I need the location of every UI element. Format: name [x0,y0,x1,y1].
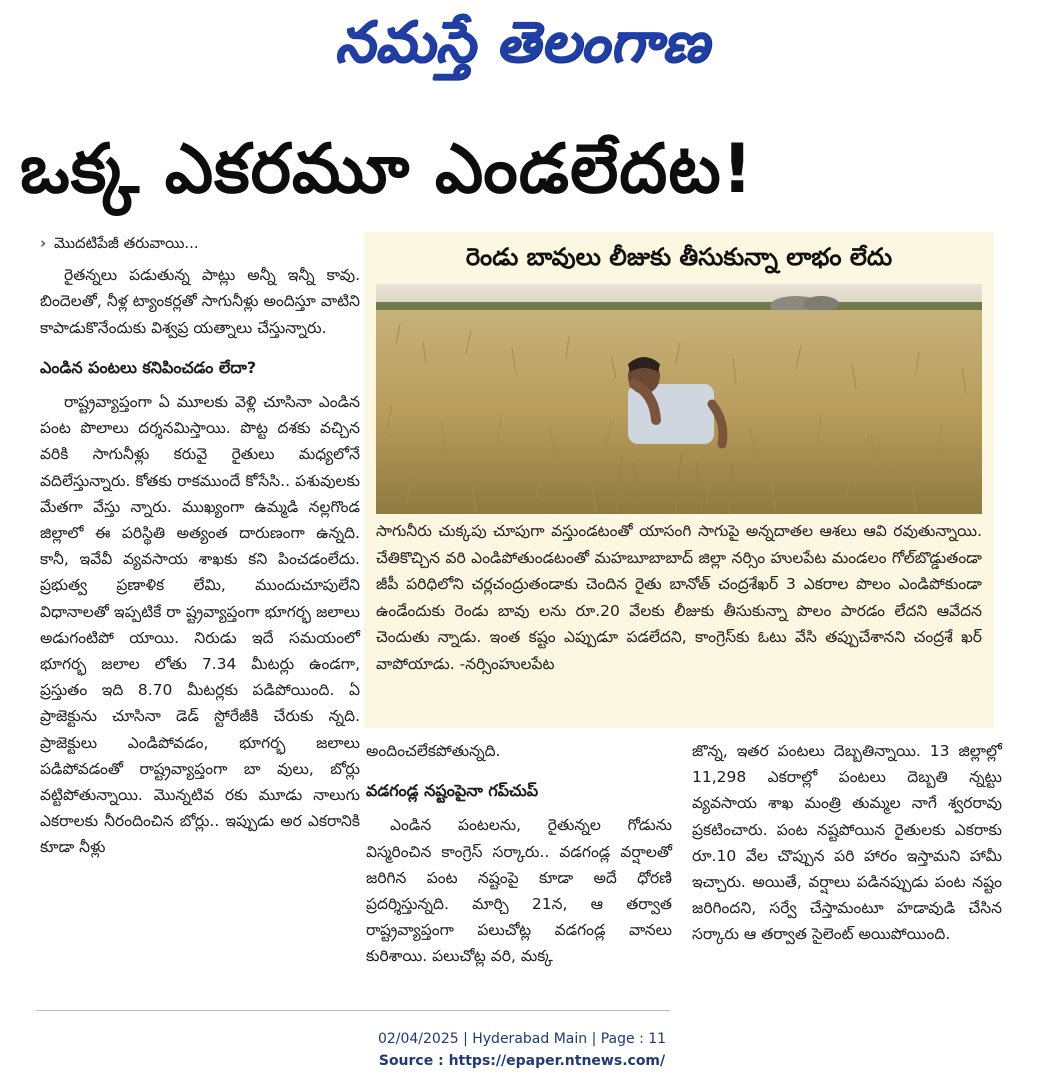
column-middle [366,738,672,970]
subheading-hail-damage: వడగండ్ల నష్టంపైనా గప్‌చుప్ [366,781,539,801]
photo-farmer-in-dry-field [376,284,982,514]
body-paragraph: జొన్న, ఇతర పంటలు దెబ్బతిన్నాయి. 13 జిల్లాల్లో 11,298 ఎకరాల్లో పంటలు దెబ్బతి న్నట్టు వ్యవసాయ శాఖ మంత్రి తుమ్మల నాగే శ్వరరావు ప్రకటించారు. పంట నష్టపోయిన రైతులకు ఎకరాకు రూ.10 వేల చొప్పున పరి హారం ఇస్తామని హామీ ఇచ్చారు. అయితే, వర్షాలు పడినప్పుడు పంట నష్టం జరిగిందని, సర్వే చేస్తామంటూ హడావుడి చేసిన సర్కారు ఆ తర్వాత సైలెంట్ అయిపోయింది. [692,742,1002,944]
footer-divider [36,1010,670,1011]
body-paragraph: రాష్ట్రవ్యాప్తంగా ఏ మూలకు వెళ్లి చూసినా ఎండిన పంట పొలాలు దర్శనమిస్తాయి. పొట్ట దశకు వచ్చిన వరికి సాగునీళ్లు కరువై రైతులు మధ్యలోనే వదిలేస్తున్నారు. కోతకు రాకముందే కోసేసి.. పశువులకు మేతగా వేస్తు న్నారు. ముఖ్యంగా ఉమ్మడి నల్లగొండ జిల్లాలో ఈ పరిస్థితి అత్యంత దారుణంగా ఉన్నది. కానీ, ఇవేవీ వ్యవసాయ శాఖకు కని పించడంలేదు. ప్రభుత్వ ప్రణాళిక లేమి, ముందుచూపులేని విధానాలతో ఇప్పటికే రా ష్ట్రవ్యాప్తంగా భూగర్భ జలాలు అడుగంటిపో యాయి. నిరుడు ఇదే సమయంలో భూగర్భ జలాల లోతు 7.34 మీటర్లు ఉండగా, ప్రస్తుతం ఇది 8.70 మీటర్లకు పడిపోయింది. ఏ ప్రాజెక్టును చూసినా డెడ్ స్టోరేజీకి చేరుకు న్నది. ప్రాజెక్టులు ఎండిపోవడం, భూగర్భ జలాలు పడిపోవడంతో రాష్ట్రవ్యాప్తంగా బా వులు, బోర్లు వట్టిపోతున్నాయి. మొన్నటివ రకు మూడు నాలుగు ఎకరాలకు నీరందించిన బోర్లు.. ఇప్పుడు అర ఎకరానికి కూడా నీళ్లు [40,393,360,857]
column-right [692,738,1002,948]
field-illustration [376,284,982,514]
edition-info: 02/04/2025 | Hyderabad Main | Page : 11 [377,1031,667,1047]
page-footer [0,1028,1044,1072]
intro-paragraph: రైతన్నలు పడుతున్న పాట్లు అన్నీ ఇన్నీ కావు. బిందెలతో, నీళ్ల ట్యాంకర్లతో సాగునీళ్లు అందిస్తూ వాటిని కాపాడుకొనేందుకు విశ్వప్ర యత్నాలు చేస్తున్నారు. [40,266,360,337]
source-link[interactable]: Source : https://epaper.ntnews.com/ [378,1053,666,1069]
photo-caption: సాగునీరు చుక్కపు చూపుగా వస్తుండటంతో యాసంగి సాగుపై అన్నదాతల ఆశలు ఆవి రవుతున్నాయి. చేతికొచ్చిన వరి ఎండిపోతుండటంతో మహబూబాబాద్ జిల్లా నర్సిం హులపేట మండలం గోల్‌బొడ్డుతండా జీపీ పరిధిలోని చర్లచంద్రుతండాకు చెందిన రైతు బానోత్ చంద్రశేఖర్ 3 ఎకరాల పొలం ఎండిపోకుండా ఉండేందుకు రెండు బావు లను రూ.20 వేలకు లీజుకు తీసుకున్నా పొలం పారడం లేదని ఆవేదన చెందుతు న్నాడు. ఇంత కష్టం ఎప్పుడూ పడలేదని, కాంగ్రెస్‌కు ఓటు వేసి తప్పుచేశానని చంద్రశే ఖర్ వాపోయాడు. -నర్సింహులపేట [376,522,982,673]
masthead-logo: నమస్తే తెలంగాణ [334,10,710,75]
column-left [40,230,360,990]
continued-from-label [40,230,360,256]
body-paragraph: ఎండిన పంటలను, రైతున్నల గోడును విస్మరించిన కాంగ్రెస్ సర్కారు.. వడగండ్ల వర్షాలతో జరిగిన పంట నష్టంపై కూడా అదే ధోరణి ప్రదర్శిస్తున్నది. మార్చి 21న, ఆ తర్వాత రాష్ట్రవ్యాప్తంగా పలుచోట్ల వడగండ్ల వానలు కురిశాయి. పలుచోట్ల వరి, మక్క [366,816,672,966]
subheading-dried-crops: ఎండిన పంటలు కనిపించడం లేదా? [40,357,257,377]
photo-feature-box [364,232,994,728]
carryover-line: అందించలేకపోతున్నది. [366,742,501,760]
headline: ఒక్క ఎకరమూ ఎండలేదట! [20,130,754,209]
chevron-right-icon: › [40,234,47,252]
photo-heading: రెండు బావులు లీజుకు తీసుకున్నా లాభం లేదు [465,243,893,271]
continued-text: మొదటిపేజీ తరువాయి... [54,234,199,252]
